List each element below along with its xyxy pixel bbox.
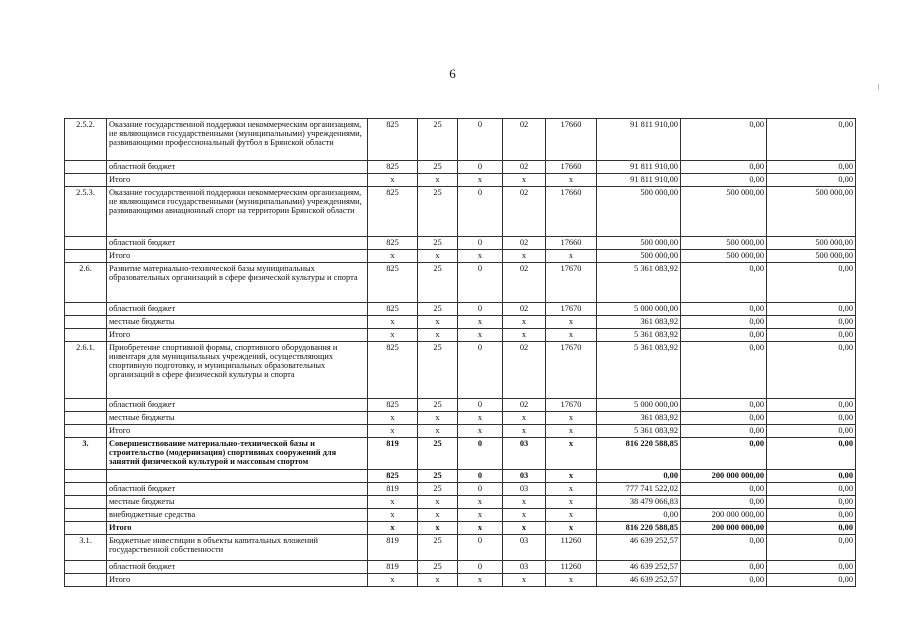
row-number-cell <box>65 496 107 509</box>
amount-year2-cell: 0,00 <box>681 496 767 509</box>
ministry-code-cell: х <box>368 174 418 187</box>
direction-code-cell: 17670 <box>546 303 597 316</box>
row-number-cell <box>65 329 107 342</box>
table-row <box>65 342 856 399</box>
row-description-cell: Приобретение спортивной формы, спортивного оборудования и инвентаря для муниципальных учреждений, осуществляющих спортивную подготовку, и муниципальных образовательных организаций в сфере физической культуры и спорта <box>107 342 368 399</box>
subprogram-code-cell: 0 <box>458 561 503 574</box>
table-row <box>65 574 856 587</box>
subprogram-code-cell: 0 <box>458 470 503 483</box>
row-number-cell: 3.1. <box>65 535 107 561</box>
amount-year1-cell: 0,00 <box>597 509 681 522</box>
row-description-cell: областной бюджет <box>107 161 368 174</box>
program-code-cell: 25 <box>418 342 458 399</box>
amount-year3-cell: 500 000,00 <box>767 250 856 263</box>
row-description-cell: областной бюджет <box>107 399 368 412</box>
event-code-cell: х <box>503 316 546 329</box>
table-row <box>65 483 856 496</box>
amount-year2-cell: 0,00 <box>681 574 767 587</box>
subprogram-code-cell: 0 <box>458 438 503 470</box>
row-description-cell: Развитие материально-технической базы муниципальных образовательных организаций в сфере физической культуры и спорта <box>107 263 368 303</box>
program-code-cell: х <box>418 329 458 342</box>
row-description-cell: областной бюджет <box>107 483 368 496</box>
table-row <box>65 187 856 237</box>
amount-year1-cell: 91 811 910,00 <box>597 161 681 174</box>
ministry-code-cell: х <box>368 425 418 438</box>
table-row <box>65 535 856 561</box>
subprogram-code-cell: х <box>458 316 503 329</box>
amount-year1-cell: 5 361 083,92 <box>597 329 681 342</box>
amount-year2-cell: 500 000,00 <box>681 250 767 263</box>
amount-year1-cell: 5 000 000,00 <box>597 303 681 316</box>
subprogram-code-cell: х <box>458 574 503 587</box>
amount-year1-cell: 500 000,00 <box>597 187 681 237</box>
event-code-cell: 02 <box>503 187 546 237</box>
amount-year2-cell: 0,00 <box>681 316 767 329</box>
event-code-cell: х <box>503 412 546 425</box>
subprogram-code-cell: х <box>458 250 503 263</box>
program-code-cell: 25 <box>418 303 458 316</box>
event-code-cell: х <box>503 250 546 263</box>
page-number: 6 <box>449 66 456 81</box>
direction-code-cell: 17660 <box>546 237 597 250</box>
amount-year2-cell: 0,00 <box>681 342 767 399</box>
row-description-cell: областной бюджет <box>107 237 368 250</box>
amount-year2-cell: 200 000 000,00 <box>681 470 767 483</box>
table-row <box>65 263 856 303</box>
ministry-code-cell: х <box>368 522 418 535</box>
amount-year1-cell: 46 639 252,57 <box>597 561 681 574</box>
amount-year2-cell: 0,00 <box>681 161 767 174</box>
program-code-cell: х <box>418 316 458 329</box>
direction-code-cell: 17670 <box>546 263 597 303</box>
direction-code-cell: х <box>546 483 597 496</box>
program-code-cell: х <box>418 174 458 187</box>
direction-code-cell: х <box>546 574 597 587</box>
row-description-cell: местные бюджеты <box>107 316 368 329</box>
row-number-cell <box>65 522 107 535</box>
event-code-cell: 02 <box>503 342 546 399</box>
row-description-cell: Итого <box>107 174 368 187</box>
direction-code-cell: х <box>546 522 597 535</box>
row-number-cell <box>65 303 107 316</box>
ministry-code-cell: 819 <box>368 535 418 561</box>
event-code-cell: 03 <box>503 438 546 470</box>
amount-year3-cell: 0,00 <box>767 522 856 535</box>
amount-year2-cell: 0,00 <box>681 263 767 303</box>
program-code-cell: х <box>418 496 458 509</box>
direction-code-cell: 17670 <box>546 342 597 399</box>
row-number-cell <box>65 574 107 587</box>
direction-code-cell: 11260 <box>546 561 597 574</box>
row-number-cell: 3. <box>65 438 107 470</box>
amount-year2-cell: 0,00 <box>681 119 767 161</box>
subprogram-code-cell: 0 <box>458 399 503 412</box>
row-description-cell: местные бюджеты <box>107 412 368 425</box>
amount-year3-cell: 0,00 <box>767 263 856 303</box>
event-code-cell: 03 <box>503 561 546 574</box>
program-code-cell: х <box>418 412 458 425</box>
program-code-cell: 25 <box>418 187 458 237</box>
row-number-cell: 2.5.2. <box>65 119 107 161</box>
direction-code-cell: 11260 <box>546 535 597 561</box>
amount-year1-cell: 38 479 066,83 <box>597 496 681 509</box>
direction-code-cell: х <box>546 438 597 470</box>
direction-code-cell: 17660 <box>546 119 597 161</box>
table-row <box>65 522 856 535</box>
amount-year3-cell: 0,00 <box>767 496 856 509</box>
amount-year1-cell: 816 220 588,85 <box>597 438 681 470</box>
program-code-cell: 25 <box>418 161 458 174</box>
program-code-cell: 25 <box>418 263 458 303</box>
row-description-cell: Итого <box>107 522 368 535</box>
program-code-cell: х <box>418 509 458 522</box>
program-code-cell: 25 <box>418 438 458 470</box>
row-number-cell <box>65 250 107 263</box>
event-code-cell: 03 <box>503 535 546 561</box>
direction-code-cell: 17670 <box>546 399 597 412</box>
row-number-cell <box>65 470 107 483</box>
amount-year2-cell: 200 000 000,00 <box>681 522 767 535</box>
amount-year3-cell: 0,00 <box>767 561 856 574</box>
program-code-cell: х <box>418 522 458 535</box>
ministry-code-cell: 819 <box>368 438 418 470</box>
table-row <box>65 329 856 342</box>
amount-year3-cell: 0,00 <box>767 483 856 496</box>
program-code-cell: 25 <box>418 237 458 250</box>
program-code-cell: 25 <box>418 561 458 574</box>
subprogram-code-cell: х <box>458 425 503 438</box>
amount-year3-cell: 0,00 <box>767 425 856 438</box>
table-row <box>65 509 856 522</box>
direction-code-cell: х <box>546 329 597 342</box>
table-row <box>65 316 856 329</box>
ministry-code-cell: 825 <box>368 342 418 399</box>
row-number-cell <box>65 237 107 250</box>
amount-year3-cell: 0,00 <box>767 535 856 561</box>
amount-year1-cell: 500 000,00 <box>597 250 681 263</box>
table-row <box>65 399 856 412</box>
ministry-code-cell: х <box>368 316 418 329</box>
event-code-cell: х <box>503 425 546 438</box>
amount-year1-cell: 0,00 <box>597 470 681 483</box>
amount-year3-cell: 0,00 <box>767 119 856 161</box>
ministry-code-cell: 825 <box>368 470 418 483</box>
subprogram-code-cell: 0 <box>458 161 503 174</box>
subprogram-code-cell: 0 <box>458 237 503 250</box>
ministry-code-cell: 825 <box>368 237 418 250</box>
amount-year2-cell: 0,00 <box>681 174 767 187</box>
subprogram-code-cell: х <box>458 412 503 425</box>
table-row <box>65 438 856 470</box>
table-row <box>65 425 856 438</box>
program-code-cell: х <box>418 425 458 438</box>
amount-year3-cell: 500 000,00 <box>767 187 856 237</box>
event-code-cell: 02 <box>503 237 546 250</box>
amount-year3-cell: 0,00 <box>767 412 856 425</box>
direction-code-cell: х <box>546 174 597 187</box>
ministry-code-cell: 825 <box>368 263 418 303</box>
event-code-cell: х <box>503 522 546 535</box>
subprogram-code-cell: 0 <box>458 119 503 161</box>
direction-code-cell: х <box>546 316 597 329</box>
program-code-cell: х <box>418 574 458 587</box>
event-code-cell: х <box>503 496 546 509</box>
table-row <box>65 161 856 174</box>
budget-table <box>64 118 856 587</box>
amount-year3-cell: 0,00 <box>767 316 856 329</box>
event-code-cell: 02 <box>503 263 546 303</box>
subprogram-code-cell: х <box>458 522 503 535</box>
subprogram-code-cell: х <box>458 329 503 342</box>
row-number-cell <box>65 316 107 329</box>
amount-year2-cell: 0,00 <box>681 303 767 316</box>
amount-year1-cell: 5 361 083,92 <box>597 342 681 399</box>
subprogram-code-cell: х <box>458 496 503 509</box>
amount-year1-cell: 361 083,92 <box>597 412 681 425</box>
direction-code-cell: 17660 <box>546 187 597 237</box>
direction-code-cell: х <box>546 470 597 483</box>
row-number-cell <box>65 509 107 522</box>
event-code-cell: х <box>503 509 546 522</box>
table-row <box>65 561 856 574</box>
amount-year2-cell: 0,00 <box>681 561 767 574</box>
amount-year2-cell: 0,00 <box>681 438 767 470</box>
table-row <box>65 412 856 425</box>
row-description-cell: Оказание государственной поддержки некоммерческим организациям, не являющимся государственными (муниципальными) учреждениями, развивающими авиационный спорт на территории Брянской области <box>107 187 368 237</box>
subprogram-code-cell: х <box>458 509 503 522</box>
row-number-cell <box>65 483 107 496</box>
amount-year2-cell: 0,00 <box>681 535 767 561</box>
subprogram-code-cell: 0 <box>458 483 503 496</box>
direction-code-cell: х <box>546 412 597 425</box>
amount-year2-cell: 500 000,00 <box>681 237 767 250</box>
amount-year1-cell: 5 361 083,92 <box>597 425 681 438</box>
amount-year3-cell: 0,00 <box>767 342 856 399</box>
amount-year3-cell: 0,00 <box>767 329 856 342</box>
amount-year3-cell: 0,00 <box>767 161 856 174</box>
table-row <box>65 174 856 187</box>
budget-table-body <box>65 119 856 587</box>
direction-code-cell: х <box>546 496 597 509</box>
ministry-code-cell: 825 <box>368 119 418 161</box>
scan-edge-mark <box>878 84 879 90</box>
ministry-code-cell: 825 <box>368 399 418 412</box>
row-description-cell: Итого <box>107 574 368 587</box>
amount-year2-cell: 0,00 <box>681 425 767 438</box>
subprogram-code-cell: 0 <box>458 342 503 399</box>
event-code-cell: 03 <box>503 483 546 496</box>
program-code-cell: 25 <box>418 535 458 561</box>
amount-year3-cell: 0,00 <box>767 399 856 412</box>
amount-year3-cell: 0,00 <box>767 438 856 470</box>
amount-year1-cell: 46 639 252,57 <box>597 535 681 561</box>
direction-code-cell: х <box>546 250 597 263</box>
amount-year1-cell: 91 811 910,00 <box>597 119 681 161</box>
row-description-cell: Итого <box>107 329 368 342</box>
event-code-cell: 02 <box>503 303 546 316</box>
amount-year3-cell: 500 000,00 <box>767 237 856 250</box>
amount-year3-cell: 0,00 <box>767 574 856 587</box>
row-description-cell <box>107 470 368 483</box>
amount-year1-cell: 5 000 000,00 <box>597 399 681 412</box>
row-description-cell: Оказание государственной поддержки некоммерческим организациям, не являющимся государственными (муниципальными) учреждениями, развивающими профессиональный футбол в Брянской области <box>107 119 368 161</box>
row-number-cell <box>65 412 107 425</box>
amount-year1-cell: 46 639 252,57 <box>597 574 681 587</box>
row-description-cell: Итого <box>107 250 368 263</box>
table-row <box>65 119 856 161</box>
amount-year2-cell: 500 000,00 <box>681 187 767 237</box>
program-code-cell: х <box>418 250 458 263</box>
table-row <box>65 250 856 263</box>
amount-year2-cell: 0,00 <box>681 412 767 425</box>
program-code-cell: 25 <box>418 470 458 483</box>
row-number-cell: 2.6.1. <box>65 342 107 399</box>
row-description-cell: местные бюджеты <box>107 496 368 509</box>
ministry-code-cell: 819 <box>368 483 418 496</box>
program-code-cell: 25 <box>418 399 458 412</box>
row-number-cell: 2.5.3. <box>65 187 107 237</box>
row-description-cell: областной бюджет <box>107 303 368 316</box>
row-number-cell <box>65 174 107 187</box>
table-row <box>65 303 856 316</box>
subprogram-code-cell: 0 <box>458 263 503 303</box>
amount-year2-cell: 200 000 000,00 <box>681 509 767 522</box>
subprogram-code-cell: 0 <box>458 187 503 237</box>
event-code-cell: х <box>503 574 546 587</box>
row-description-cell: Итого <box>107 425 368 438</box>
event-code-cell: 02 <box>503 399 546 412</box>
table-row <box>65 496 856 509</box>
row-description-cell: Бюджетные инвестиции в объекты капитальных вложений государственной собственности <box>107 535 368 561</box>
direction-code-cell: 17660 <box>546 161 597 174</box>
row-number-cell: 2.6. <box>65 263 107 303</box>
amount-year3-cell: 0,00 <box>767 303 856 316</box>
row-description-cell: Совершенствование материально-технической базы и строительство (модернизация) спортивных сооружений для занятий физической культурой и массовым спортом <box>107 438 368 470</box>
direction-code-cell: х <box>546 509 597 522</box>
amount-year1-cell: 91 811 910,00 <box>597 174 681 187</box>
ministry-code-cell: х <box>368 496 418 509</box>
event-code-cell: 02 <box>503 119 546 161</box>
ministry-code-cell: х <box>368 412 418 425</box>
row-description-cell: областной бюджет <box>107 561 368 574</box>
amount-year2-cell: 0,00 <box>681 399 767 412</box>
subprogram-code-cell: 0 <box>458 303 503 316</box>
amount-year2-cell: 0,00 <box>681 329 767 342</box>
event-code-cell: 03 <box>503 470 546 483</box>
row-number-cell <box>65 425 107 438</box>
row-description-cell: внебюджетные средства <box>107 509 368 522</box>
amount-year1-cell: 500 000,00 <box>597 237 681 250</box>
ministry-code-cell: х <box>368 250 418 263</box>
event-code-cell: х <box>503 329 546 342</box>
amount-year1-cell: 361 083,92 <box>597 316 681 329</box>
ministry-code-cell: х <box>368 329 418 342</box>
ministry-code-cell: 825 <box>368 187 418 237</box>
table-row <box>65 470 856 483</box>
ministry-code-cell: 825 <box>368 303 418 316</box>
amount-year3-cell: 0,00 <box>767 509 856 522</box>
ministry-code-cell: 825 <box>368 161 418 174</box>
ministry-code-cell: х <box>368 509 418 522</box>
row-number-cell <box>65 561 107 574</box>
ministry-code-cell: х <box>368 574 418 587</box>
subprogram-code-cell: 0 <box>458 535 503 561</box>
row-number-cell <box>65 399 107 412</box>
amount-year1-cell: 816 220 588,85 <box>597 522 681 535</box>
row-number-cell <box>65 161 107 174</box>
program-code-cell: 25 <box>418 119 458 161</box>
amount-year2-cell: 0,00 <box>681 483 767 496</box>
amount-year1-cell: 5 361 083,92 <box>597 263 681 303</box>
amount-year3-cell: 0,00 <box>767 470 856 483</box>
amount-year1-cell: 777 741 522,02 <box>597 483 681 496</box>
program-code-cell: 25 <box>418 483 458 496</box>
table-row <box>65 237 856 250</box>
subprogram-code-cell: х <box>458 174 503 187</box>
ministry-code-cell: 819 <box>368 561 418 574</box>
amount-year3-cell: 0,00 <box>767 174 856 187</box>
event-code-cell: 02 <box>503 161 546 174</box>
direction-code-cell: х <box>546 425 597 438</box>
event-code-cell: х <box>503 174 546 187</box>
